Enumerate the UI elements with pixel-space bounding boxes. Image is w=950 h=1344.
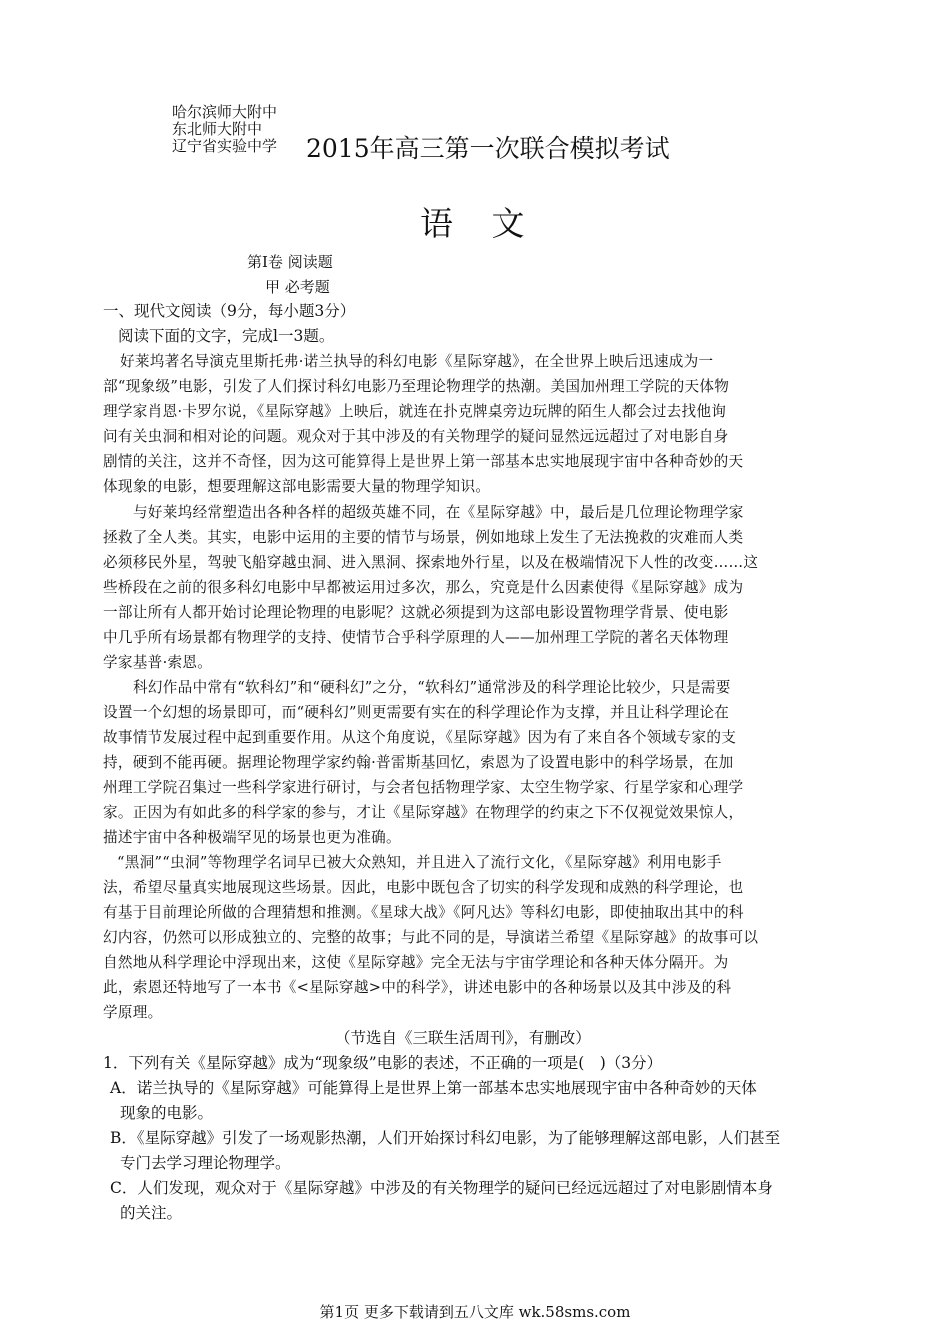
school-name: 辽宁省实验中学 xyxy=(172,137,278,155)
article-line: 幻内容，仍然可以形成独立的、完整的故事；与此不同的是，导演诺兰希望《星际穿越》的故事可以 xyxy=(103,929,759,946)
reading-instruction: 阅读下面的文字，完成l一3题。 xyxy=(118,327,335,345)
article-line: 部“现象级”电影，引发了人们探讨科幻电影乃至理论物理学的热潮。美国加州理工学院的天体物 xyxy=(103,378,730,395)
subject-title: 语 文 xyxy=(420,204,539,243)
article-line: 拯救了全人类。其实，电影中运用的主要的情节与场景，例如地球上发生了无法挽救的灾难而人类 xyxy=(103,529,744,546)
article-line: 科幻作品中常有“软科幻”和“硬科幻”之分，“软科幻”通常涉及的科学理论比较少，只是需要 xyxy=(133,679,731,696)
article-line: “黑洞”“虫洞”等物理学名词早已被大众熟知，并且进入了流行文化，《星际穿越》利用电影手 xyxy=(117,854,722,871)
article-line: 好莱坞著名导演克里斯托弗·诺兰执导的科幻电影《星际穿越》，在全世界上映后迅速成为一 xyxy=(120,353,714,370)
article-source: （节选自《三联生活周刊》，有删改） xyxy=(335,1029,591,1047)
article-line: 剧情的关注，这并不奇怪，因为这可能算得上是世界上第一部基本忠实地展现宇宙中各种奇妙的天 xyxy=(103,453,744,470)
article-line: 理学家肖恩·卡罗尔说，《星际穿越》上映后，就连在扑克牌桌旁边玩牌的陌生人都会过去找他询 xyxy=(103,403,727,420)
article-line: 州理工学院召集过一些科学家进行研讨，与会者包括物理学家、太空生物学家、行星学家和心理学 xyxy=(103,779,744,796)
question-stem: 1．下列有关《星际穿越》成为“现象级”电影的表述，不正确的一项是( )（3分） xyxy=(103,1054,663,1072)
option-a-line1: A．诺兰执导的《星际穿越》可能算得上是世界上第一部基本忠实地展现宇宙中各种奇妙的天体 xyxy=(110,1079,757,1097)
option-b-line2: 专门去学习理论物理学。 xyxy=(120,1154,291,1172)
option-b-line1: B．《星际穿越》引发了一场观影热潮，人们开始探讨科幻电影，为了能够理解这部电影，人们甚至 xyxy=(110,1129,781,1147)
article-line: 问有关虫洞和相对论的问题。观众对于其中涉及的有关物理学的疑问显然远远超过了对电影自身 xyxy=(103,428,729,445)
article-line: 与好莱坞经常塑造出各种各样的超级英雄不同，在《星际穿越》中，最后是几位理论物理学家 xyxy=(133,504,744,521)
school-list xyxy=(172,104,277,155)
section-heading: 一、现代文阅读（9分，每小题3分） xyxy=(103,302,356,320)
volume-heading: 第Ⅰ卷 阅读题 xyxy=(247,253,333,271)
article-line: 此，索恩还特地写了一本书《<星际穿越>中的科学》，讲述电影中的各种场景以及其中涉及的科 xyxy=(103,979,732,996)
article-line: 必须移民外星，驾驶飞船穿越虫洞、进入黑洞、探索地外行星，以及在极端情况下人性的改变……这 xyxy=(103,554,759,571)
option-c-line1: C．人们发现，观众对于《星际穿越》中涉及的有关物理学的疑问已经远远超过了对电影剧情本身 xyxy=(110,1179,773,1197)
article-line: 中几乎所有场景都有物理学的支持、使情节合乎科学原理的人——加州理工学院的著名天体物理 xyxy=(103,629,729,646)
article-line: 自然地从科学理论中浮现出来，这使《星际穿越》完全无法与宇宙学理论和各种天体分隔开。为 xyxy=(103,954,729,971)
article-line: 持，硬到不能再硬。据理论物理学家约翰·普雷斯基回忆，索恩为了设置电影中的科学场景，在加 xyxy=(103,754,734,771)
section-type: 甲 必考题 xyxy=(265,278,330,296)
article-line: 些桥段在之前的很多科幻电影中早都被运用过多次，那么，究竟是什么因素使得《星际穿越》成为 xyxy=(103,579,744,596)
article-line: 体现象的电影，想要理解这部电影需要大量的物理学知识。 xyxy=(103,478,491,495)
article-line: 法，希望尽量真实地展现这些场景。因此，电影中既包含了切实的科学发现和成熟的科学理论，也 xyxy=(103,879,744,896)
article-line: 有基于目前理论所做的合理猜想和推测。《星球大战》《阿凡达》等科幻电影，即使抽取出其中的科 xyxy=(103,904,744,921)
school-name: 哈尔滨师大附中 xyxy=(172,103,278,121)
article-line: 描述宇宙中各种极端罕见的场景也更为准确。 xyxy=(103,829,401,846)
school-name: 东北师大附中 xyxy=(172,120,263,138)
option-a-line2: 现象的电影。 xyxy=(120,1104,214,1122)
exam-title: 2015年高三第一次联合模拟考试 xyxy=(306,134,670,163)
article-line: 家。正因为有如此多的科学家的参与，才让《星际穿越》在物理学的约束之下不仅视觉效果惊人， xyxy=(103,804,744,821)
article-line: 学原理。 xyxy=(103,1004,163,1021)
page-footer: 第1页 更多下载请到五八文库 wk.58sms.com xyxy=(319,1303,631,1321)
article-line: 故事情节发展过程中起到重要作用。从这个角度说，《星际穿越》因为有了来自各个领域专家的支 xyxy=(103,729,737,746)
option-c-line2: 的关注。 xyxy=(120,1204,183,1222)
article-line: 学家基普·索恩。 xyxy=(103,654,213,671)
article-line: 一部让所有人都开始讨论理论物理的电影呢？这就必须提到为这部电影设置物理学背景、使电影 xyxy=(103,604,729,621)
article-line: 设置一个幻想的场景即可，而“硬科幻”则更需要有实在的科学理论作为支撑，并且让科学理论在 xyxy=(103,704,730,721)
